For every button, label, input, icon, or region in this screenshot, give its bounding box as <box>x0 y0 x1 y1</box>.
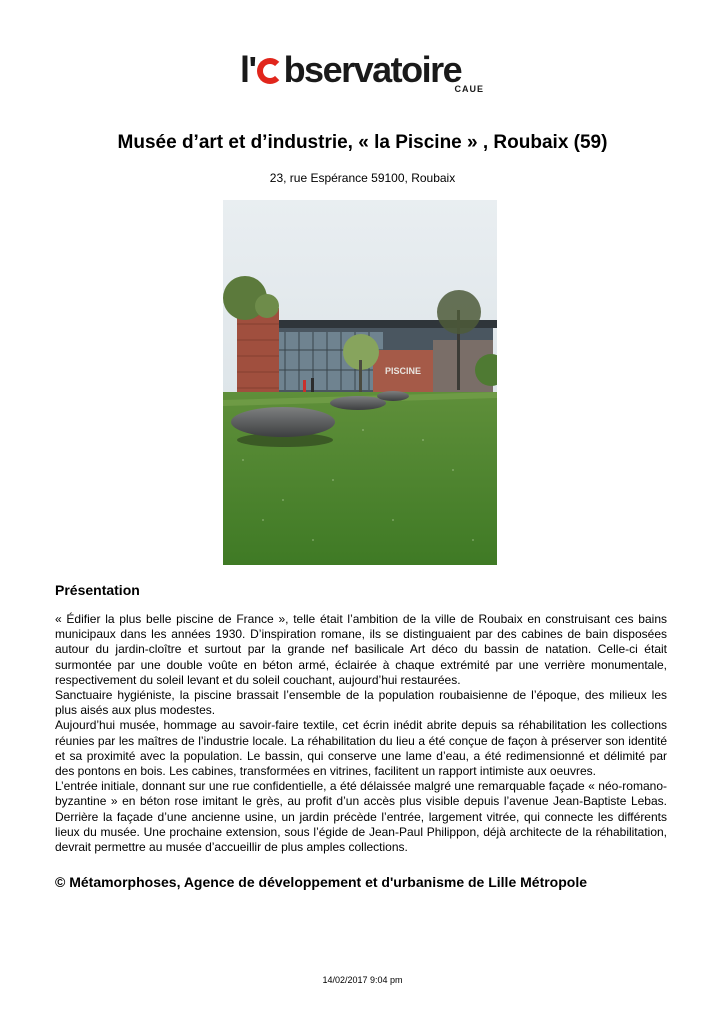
logo-wordmark <box>240 49 462 90</box>
paragraph: « Édifier la plus belle piscine de France », telle était l’ambition de la ville de Roubaix en construisant ces bains municipaux dans les années 1930. D’inspiration romane, ils se distinguaient par des cabines de bain disposées autour du jardin-cloître et surtout par la grande nef basilicale Art déco du bassin de natation. Celle-ci était surmontée par une double voûte en béton armé, éclairée à chaque extrémité par une verrière monumentale, respectivement du soleil levant et du soleil couchant, aujourd’hui restaurées. <box>55 612 667 687</box>
logo-suffix: bservatoire <box>283 49 462 90</box>
observatoire-logo <box>240 49 490 94</box>
paragraph: Aujourd’hui musée, hommage au savoir-faire textile, cet écrin inédit abrite depuis sa réhabilitation les collections réunies par les maîtres de l’industrie locale. La réhabilitation du lieu a été conçue de façon à préserver son identité et sa proximité avec la population. Le bassin, qui conserve une lame d’eau, a été redimensionné et délimité par des pontons en bois. Les cabines, transformées en vitrines, facilitent un rapport intimiste aux oeuvres. <box>55 718 667 779</box>
presentation-text <box>55 612 667 855</box>
logo-ring-icon <box>257 58 283 84</box>
logo-subtitle: CAUE <box>454 84 484 94</box>
museum-photo <box>223 200 497 565</box>
address: 23, rue Espérance 59100, Roubaix <box>269 171 456 185</box>
footer-timestamp: 14/02/2017 9:04 pm <box>322 975 403 985</box>
paragraph: L’entrée initiale, donnant sur une rue confidentielle, a été délaissée malgré une remarquable façade « néo-romano-byzantine » en béton rose imitant le grès, au profit d’un accès plus visible depuis l’avenue Jean-Baptiste Lebas. Derrière la façade d’une ancienne usine, un jardin précède l’entrée, largement vitrée, qui connecte les différents lieux du musée. Une prochaine extension, sous l’égide de Jean-Paul Philippon, déjà architecte de la réhabilitation, devrait permettre au musée d’accueillir de plus amples collections. <box>55 779 667 855</box>
copyright-credit: © Métamorphoses, Agence de développement et d'urbanisme de Lille Métropole <box>55 874 588 890</box>
paragraph: Sanctuaire hygiéniste, la piscine brassait l’ensemble de la population roubaisienne de l’époque, des milieux les plus aisés aux plus modestes. <box>55 688 667 718</box>
page-title: Musée d’art et d’industrie, « la Piscine » , Roubaix (59) <box>117 132 608 153</box>
section-heading-presentation: Présentation <box>55 582 140 598</box>
logo-prefix: l' <box>240 49 256 90</box>
photo-sign: PISCINE <box>384 366 422 376</box>
museum-photo-illustration <box>223 200 497 565</box>
